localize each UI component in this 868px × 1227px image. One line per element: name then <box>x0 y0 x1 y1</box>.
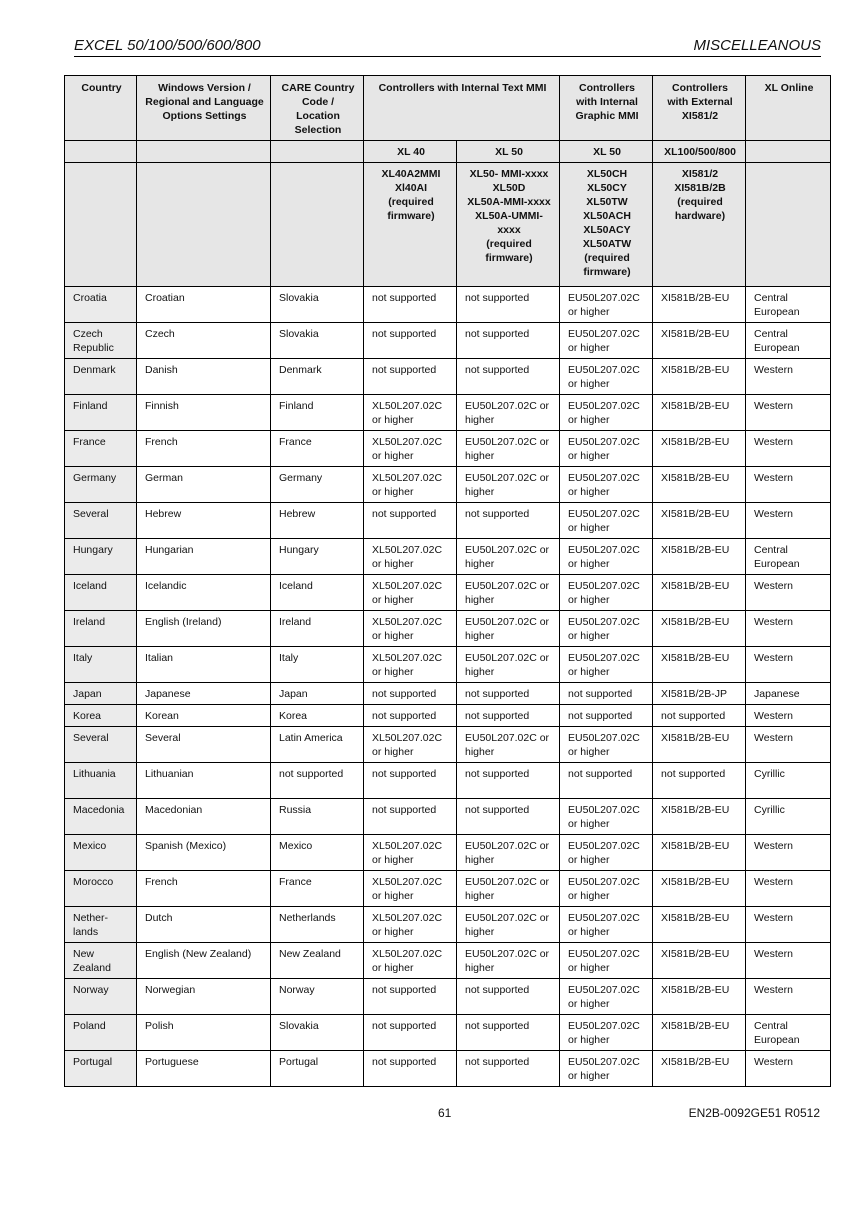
cell-xl40-firmware: not supported <box>364 323 457 359</box>
cell-xl-online: Central European <box>746 287 831 323</box>
table-row <box>65 727 831 763</box>
model-cell: XL 50 <box>457 141 560 163</box>
cell-external-xi581: not supported <box>653 705 746 727</box>
model-cell <box>746 141 831 163</box>
cell-external-xi581: XI581B/2B-EU <box>653 1015 746 1051</box>
cell-xl-online: Western <box>746 467 831 503</box>
table-body <box>65 287 831 1087</box>
cell-external-xi581: XI581B/2B-EU <box>653 835 746 871</box>
cell-xl-online: Western <box>746 1051 831 1087</box>
cell-xl50-graphic-firmware: not supported <box>560 705 653 727</box>
cell-windows-version: Croatian <box>137 287 271 323</box>
cell-windows-version: Several <box>137 727 271 763</box>
cell-windows-version: Hebrew <box>137 503 271 539</box>
cell-xl-online: Western <box>746 979 831 1015</box>
cell-windows-version: Polish <box>137 1015 271 1051</box>
cell-xl50-graphic-firmware: EU50L207.02C or higher <box>560 503 653 539</box>
cell-windows-version: Dutch <box>137 907 271 943</box>
cell-xl50-text-firmware: not supported <box>457 287 560 323</box>
cell-xl50-graphic-firmware: EU50L207.02C or higher <box>560 287 653 323</box>
cell-xl50-text-firmware: EU50L207.02C or higher <box>457 395 560 431</box>
cell-xl50-graphic-firmware: EU50L207.02C or higher <box>560 431 653 467</box>
header-row-models <box>65 141 831 163</box>
cell-external-xi581: XI581B/2B-EU <box>653 431 746 467</box>
cell-external-xi581: XI581B/2B-EU <box>653 539 746 575</box>
table-row <box>65 575 831 611</box>
cell-xl50-text-firmware: EU50L207.02C or higher <box>457 467 560 503</box>
cell-external-xi581: XI581B/2B-EU <box>653 907 746 943</box>
cell-xl50-text-firmware: not supported <box>457 799 560 835</box>
cell-country: Portugal <box>65 1051 137 1087</box>
cell-xl40-firmware: XL50L207.02C or higher <box>364 467 457 503</box>
cell-xl50-text-firmware: EU50L207.02C or higher <box>457 871 560 907</box>
cell-xl50-text-firmware: not supported <box>457 763 560 799</box>
cell-xl40-firmware: XL50L207.02C or higher <box>364 575 457 611</box>
cell-care-location: New Zealand <box>271 943 364 979</box>
cell-xl50-graphic-firmware: EU50L207.02C or higher <box>560 943 653 979</box>
cell-external-xi581: XI581B/2B-JP <box>653 683 746 705</box>
cell-country: Ireland <box>65 611 137 647</box>
cell-xl-online: Cyrillic <box>746 799 831 835</box>
cell-care-location: Hebrew <box>271 503 364 539</box>
cell-external-xi581: XI581B/2B-EU <box>653 799 746 835</box>
cell-windows-version: French <box>137 431 271 467</box>
cell-windows-version: Italian <box>137 647 271 683</box>
table-row <box>65 287 831 323</box>
model-cell <box>271 141 364 163</box>
cell-xl50-graphic-firmware: EU50L207.02C or higher <box>560 467 653 503</box>
cell-external-xi581: XI581B/2B-EU <box>653 575 746 611</box>
requirement-cell: XL40A2MMI Xl40AI (required firmware) <box>364 163 457 287</box>
cell-windows-version: Spanish (Mexico) <box>137 835 271 871</box>
requirement-cell: XI581/2 XI581B/2B (required hardware) <box>653 163 746 287</box>
cell-xl40-firmware: not supported <box>364 705 457 727</box>
cell-care-location: Denmark <box>271 359 364 395</box>
cell-xl50-graphic-firmware: EU50L207.02C or higher <box>560 359 653 395</box>
cell-xl-online: Western <box>746 943 831 979</box>
cell-xl40-firmware: not supported <box>364 359 457 395</box>
document-id: EN2B-0092GE51 R0512 <box>688 1106 820 1120</box>
cell-country: Nether- lands <box>65 907 137 943</box>
cell-care-location: Iceland <box>271 575 364 611</box>
cell-external-xi581: XI581B/2B-EU <box>653 467 746 503</box>
cell-xl40-firmware: not supported <box>364 1015 457 1051</box>
cell-care-location: Slovakia <box>271 287 364 323</box>
cell-country: Norway <box>65 979 137 1015</box>
cell-care-location: not supported <box>271 763 364 799</box>
cell-xl-online: Western <box>746 575 831 611</box>
table-row <box>65 611 831 647</box>
table-row <box>65 1015 831 1051</box>
cell-xl40-firmware: not supported <box>364 763 457 799</box>
cell-care-location: Mexico <box>271 835 364 871</box>
table-row <box>65 979 831 1015</box>
cell-xl40-firmware: not supported <box>364 287 457 323</box>
section-title: MISCELLEANOUS <box>693 37 821 54</box>
cell-external-xi581: XI581B/2B-EU <box>653 395 746 431</box>
table-row <box>65 705 831 727</box>
cell-xl50-graphic-firmware: EU50L207.02C or higher <box>560 799 653 835</box>
cell-windows-version: Japanese <box>137 683 271 705</box>
cell-care-location: Netherlands <box>271 907 364 943</box>
cell-windows-version: German <box>137 467 271 503</box>
cell-care-location: Hungary <box>271 539 364 575</box>
cell-country: France <box>65 431 137 467</box>
cell-xl-online: Japanese <box>746 683 831 705</box>
cell-care-location: France <box>271 871 364 907</box>
cell-care-location: Latin America <box>271 727 364 763</box>
cell-windows-version: Danish <box>137 359 271 395</box>
table-row <box>65 763 831 799</box>
cell-xl50-graphic-firmware: EU50L207.02C or higher <box>560 647 653 683</box>
cell-country: Mexico <box>65 835 137 871</box>
cell-xl-online: Western <box>746 907 831 943</box>
cell-xl-online: Western <box>746 727 831 763</box>
table-row <box>65 503 831 539</box>
cell-country: Korea <box>65 705 137 727</box>
cell-external-xi581: XI581B/2B-EU <box>653 727 746 763</box>
cell-xl-online: Western <box>746 359 831 395</box>
cell-care-location: Japan <box>271 683 364 705</box>
header-rule <box>74 56 821 57</box>
cell-xl50-text-firmware: EU50L207.02C or higher <box>457 539 560 575</box>
cell-windows-version: Portuguese <box>137 1051 271 1087</box>
cell-country: Italy <box>65 647 137 683</box>
col-header-care-country-code: CARE Country Code / Location Selection <box>271 76 364 141</box>
cell-care-location: Korea <box>271 705 364 727</box>
cell-xl40-firmware: XL50L207.02C or higher <box>364 431 457 467</box>
cell-xl40-firmware: XL50L207.02C or higher <box>364 395 457 431</box>
cell-xl50-text-firmware: EU50L207.02C or higher <box>457 611 560 647</box>
cell-windows-version: English (Ireland) <box>137 611 271 647</box>
cell-xl40-firmware: XL50L207.02C or higher <box>364 647 457 683</box>
table-row <box>65 647 831 683</box>
cell-care-location: Italy <box>271 647 364 683</box>
cell-xl50-text-firmware: not supported <box>457 1051 560 1087</box>
cell-xl50-graphic-firmware: EU50L207.02C or higher <box>560 539 653 575</box>
cell-windows-version: Finnish <box>137 395 271 431</box>
cell-xl50-graphic-firmware: EU50L207.02C or higher <box>560 575 653 611</box>
cell-xl50-graphic-firmware: EU50L207.02C or higher <box>560 979 653 1015</box>
col-header-internal-graphic-mmi: Controllers with Internal Graphic MMI <box>560 76 653 141</box>
cell-xl40-firmware: XL50L207.02C or higher <box>364 727 457 763</box>
cell-country: Several <box>65 727 137 763</box>
cell-windows-version: Korean <box>137 705 271 727</box>
cell-xl40-firmware: XL50L207.02C or higher <box>364 943 457 979</box>
page-header <box>64 37 821 57</box>
cell-country: Several <box>65 503 137 539</box>
cell-xl50-graphic-firmware: EU50L207.02C or higher <box>560 727 653 763</box>
cell-country: Finland <box>65 395 137 431</box>
cell-xl50-text-firmware: not supported <box>457 705 560 727</box>
cell-country: Germany <box>65 467 137 503</box>
cell-country: Denmark <box>65 359 137 395</box>
cell-external-xi581: XI581B/2B-EU <box>653 979 746 1015</box>
language-support-table <box>64 75 831 1087</box>
cell-external-xi581: XI581B/2B-EU <box>653 871 746 907</box>
table-row <box>65 323 831 359</box>
cell-windows-version: Czech <box>137 323 271 359</box>
requirement-cell <box>746 163 831 287</box>
cell-country: Czech Republic <box>65 323 137 359</box>
cell-xl50-graphic-firmware: not supported <box>560 683 653 705</box>
cell-xl50-text-firmware: EU50L207.02C or higher <box>457 835 560 871</box>
cell-external-xi581: XI581B/2B-EU <box>653 287 746 323</box>
cell-windows-version: English (New Zealand) <box>137 943 271 979</box>
cell-xl-online: Cyrillic <box>746 763 831 799</box>
cell-xl-online: Western <box>746 503 831 539</box>
cell-xl-online: Central European <box>746 1015 831 1051</box>
cell-xl40-firmware: not supported <box>364 979 457 1015</box>
table-row <box>65 467 831 503</box>
requirement-cell: XL50CH XL50CY XL50TW XL50ACH XL50ACY XL50ATW (required firmware) <box>560 163 653 287</box>
cell-xl-online: Western <box>746 395 831 431</box>
cell-care-location: Slovakia <box>271 1015 364 1051</box>
cell-xl50-text-firmware: EU50L207.02C or higher <box>457 575 560 611</box>
cell-windows-version: Macedonian <box>137 799 271 835</box>
table-row <box>65 907 831 943</box>
cell-xl-online: Western <box>746 431 831 467</box>
page-number: 61 <box>438 1106 452 1120</box>
cell-external-xi581: XI581B/2B-EU <box>653 323 746 359</box>
cell-xl50-graphic-firmware: EU50L207.02C or higher <box>560 1051 653 1087</box>
model-cell: XL100/500/800 <box>653 141 746 163</box>
table-row <box>65 871 831 907</box>
cell-xl50-graphic-firmware: EU50L207.02C or higher <box>560 323 653 359</box>
cell-xl-online: Central European <box>746 323 831 359</box>
table-row <box>65 395 831 431</box>
col-header-xl-online: XL Online <box>746 76 831 141</box>
cell-xl-online: Western <box>746 871 831 907</box>
table-row <box>65 1051 831 1087</box>
col-header-windows-version: Windows Version / Regional and Language Options Settings <box>137 76 271 141</box>
cell-care-location: Portugal <box>271 1051 364 1087</box>
document-title: EXCEL 50/100/500/600/800 <box>74 37 261 54</box>
requirement-cell <box>271 163 364 287</box>
cell-external-xi581: XI581B/2B-EU <box>653 943 746 979</box>
header-row-main <box>65 76 831 141</box>
table-row <box>65 683 831 705</box>
cell-xl-online: Western <box>746 611 831 647</box>
cell-xl50-graphic-firmware: EU50L207.02C or higher <box>560 907 653 943</box>
model-cell <box>65 141 137 163</box>
col-header-external-xi581: Controllers with External XI581/2 <box>653 76 746 141</box>
cell-xl40-firmware: XL50L207.02C or higher <box>364 539 457 575</box>
cell-xl40-firmware: not supported <box>364 1051 457 1087</box>
cell-xl40-firmware: not supported <box>364 503 457 539</box>
cell-country: Morocco <box>65 871 137 907</box>
cell-country: Japan <box>65 683 137 705</box>
cell-country: New Zealand <box>65 943 137 979</box>
cell-xl-online: Western <box>746 705 831 727</box>
cell-xl40-firmware: XL50L207.02C or higher <box>364 835 457 871</box>
requirement-cell <box>137 163 271 287</box>
cell-xl50-text-firmware: EU50L207.02C or higher <box>457 727 560 763</box>
cell-xl50-graphic-firmware: EU50L207.02C or higher <box>560 1015 653 1051</box>
model-cell: XL 40 <box>364 141 457 163</box>
cell-external-xi581: XI581B/2B-EU <box>653 1051 746 1087</box>
cell-xl50-text-firmware: EU50L207.02C or higher <box>457 907 560 943</box>
cell-xl50-text-firmware: EU50L207.02C or higher <box>457 431 560 467</box>
table-row <box>65 539 831 575</box>
cell-xl-online: Central European <box>746 539 831 575</box>
col-header-internal-text-mmi: Controllers with Internal Text MMI <box>364 76 560 141</box>
requirement-cell: XL50- MMI-xxxx XL50D XL50A-MMI-xxxx XL50A-UMMI-xxxx (required firmware) <box>457 163 560 287</box>
cell-xl50-graphic-firmware: EU50L207.02C or higher <box>560 395 653 431</box>
cell-xl50-graphic-firmware: EU50L207.02C or higher <box>560 611 653 647</box>
cell-care-location: Finland <box>271 395 364 431</box>
table-row <box>65 359 831 395</box>
cell-xl50-graphic-firmware: EU50L207.02C or higher <box>560 835 653 871</box>
cell-country: Iceland <box>65 575 137 611</box>
col-header-country: Country <box>65 76 137 141</box>
cell-care-location: Ireland <box>271 611 364 647</box>
cell-xl-online: Western <box>746 835 831 871</box>
model-cell <box>137 141 271 163</box>
cell-xl40-firmware: not supported <box>364 683 457 705</box>
cell-xl50-text-firmware: not supported <box>457 323 560 359</box>
cell-xl50-text-firmware: not supported <box>457 683 560 705</box>
cell-windows-version: Lithuanian <box>137 763 271 799</box>
cell-care-location: Russia <box>271 799 364 835</box>
header-row-requirements <box>65 163 831 287</box>
cell-care-location: Germany <box>271 467 364 503</box>
cell-windows-version: French <box>137 871 271 907</box>
table-row <box>65 943 831 979</box>
cell-external-xi581: XI581B/2B-EU <box>653 611 746 647</box>
cell-country: Lithuania <box>65 763 137 799</box>
cell-windows-version: Hungarian <box>137 539 271 575</box>
cell-care-location: Norway <box>271 979 364 1015</box>
cell-xl50-text-firmware: not supported <box>457 503 560 539</box>
cell-xl40-firmware: XL50L207.02C or higher <box>364 907 457 943</box>
cell-xl40-firmware: not supported <box>364 799 457 835</box>
cell-xl50-graphic-firmware: not supported <box>560 763 653 799</box>
model-cell: XL 50 <box>560 141 653 163</box>
table-row <box>65 835 831 871</box>
cell-xl50-graphic-firmware: EU50L207.02C or higher <box>560 871 653 907</box>
cell-country: Macedonia <box>65 799 137 835</box>
cell-xl50-text-firmware: not supported <box>457 979 560 1015</box>
cell-country: Croatia <box>65 287 137 323</box>
cell-external-xi581: XI581B/2B-EU <box>653 503 746 539</box>
cell-xl40-firmware: XL50L207.02C or higher <box>364 871 457 907</box>
cell-windows-version: Icelandic <box>137 575 271 611</box>
cell-xl50-text-firmware: not supported <box>457 359 560 395</box>
cell-care-location: France <box>271 431 364 467</box>
cell-country: Poland <box>65 1015 137 1051</box>
cell-xl50-text-firmware: EU50L207.02C or higher <box>457 943 560 979</box>
cell-xl-online: Western <box>746 647 831 683</box>
cell-xl40-firmware: XL50L207.02C or higher <box>364 611 457 647</box>
cell-external-xi581: XI581B/2B-EU <box>653 647 746 683</box>
cell-external-xi581: not supported <box>653 763 746 799</box>
cell-xl50-text-firmware: EU50L207.02C or higher <box>457 647 560 683</box>
cell-xl50-text-firmware: not supported <box>457 1015 560 1051</box>
requirement-cell <box>65 163 137 287</box>
cell-country: Hungary <box>65 539 137 575</box>
cell-care-location: Slovakia <box>271 323 364 359</box>
table-row <box>65 431 831 467</box>
table-row <box>65 799 831 835</box>
cell-external-xi581: XI581B/2B-EU <box>653 359 746 395</box>
cell-windows-version: Norwegian <box>137 979 271 1015</box>
